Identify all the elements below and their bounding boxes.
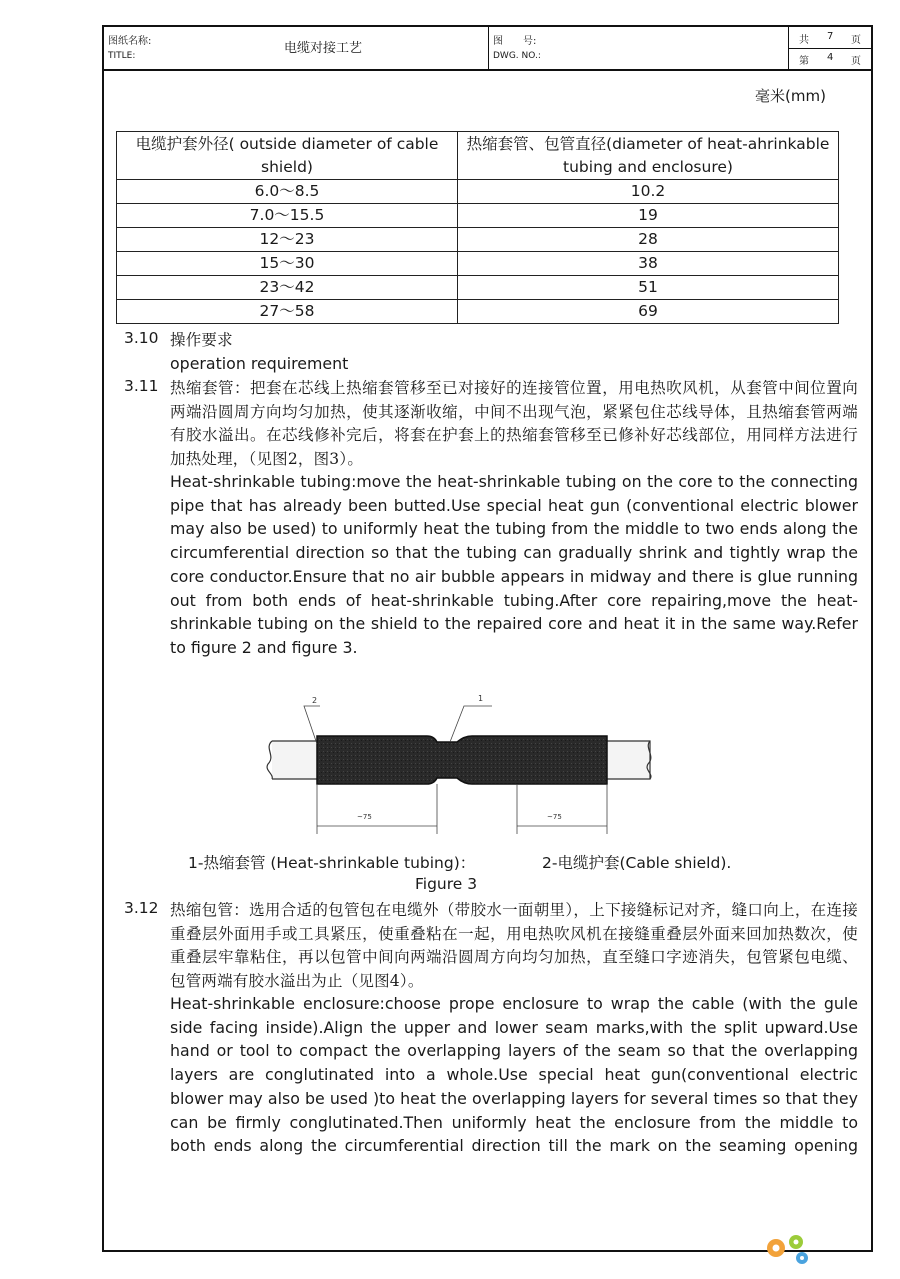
- table-cell: 27～58: [117, 300, 458, 324]
- drawing-number-cell: [489, 27, 789, 69]
- table-cell: 28: [458, 228, 839, 252]
- table-cell: 10.2: [458, 180, 839, 204]
- table-cell: 23～42: [117, 276, 458, 300]
- table-cell: 12～23: [117, 228, 458, 252]
- svg-text:2: 2: [312, 696, 318, 705]
- gear-icon: [767, 1235, 808, 1264]
- total-pages-row: [789, 27, 871, 49]
- title-label-cn: 图纸名称:: [108, 36, 152, 47]
- table-row: [117, 204, 839, 228]
- dwg-label-en: DWG. NO.:: [493, 51, 541, 61]
- section-number-3-11: 3.11: [124, 377, 159, 395]
- table-cell: 15～30: [117, 252, 458, 276]
- svg-text:~75: ~75: [357, 813, 372, 821]
- section-number-3-12: 3.12: [124, 899, 159, 917]
- page-number-suffix: 页: [851, 56, 861, 67]
- title-cell: [104, 27, 489, 69]
- total-pages-prefix: 共: [799, 35, 809, 46]
- svg-text:~75: ~75: [547, 813, 562, 821]
- dimension-left: [317, 784, 437, 834]
- document-title: 电缆对接工艺: [284, 41, 363, 56]
- table-row: [117, 252, 839, 276]
- title-label-en: TITLE:: [108, 51, 136, 61]
- table-cell: 69: [458, 300, 839, 324]
- table-header-row: [117, 132, 839, 180]
- table-header-cable-diameter: 电缆护套外径( outside diameter of cable shield): [117, 132, 458, 180]
- section-3-11-text-en: Heat-shrinkable tubing:move the heat-shrinkable tubing on the core to the connecting pipe that has already been butted.Use special heat gun (conventional electric blower may also be used) to uniformly heat the tubing from the middle to two ends along the circumferential direction so that the tubing can gradually shrink and tightly wrap the core conductor.Ensure that no air bubble appears in midway and there is glue running out from both ends of heat-shrinkable tubing.After core repairing,move the heat-shrinkable tubing on the shield to the repaired core and heat it in the same way.Refer to figure 2 and figure 3.: [170, 472, 858, 657]
- table-cell: 19: [458, 204, 839, 228]
- table-row: [117, 180, 839, 204]
- title-block: [104, 27, 871, 71]
- section-3-10-title-cn: 操作要求: [170, 331, 233, 349]
- cable-shield-left: [267, 741, 322, 779]
- gkong-watermark-logo: [762, 1222, 892, 1272]
- table-cell: 51: [458, 276, 839, 300]
- cable-shield-right: [602, 741, 651, 779]
- table-row: [117, 276, 839, 300]
- table-row: [117, 300, 839, 324]
- figure-legend-1: 1-热缩套管 (Heat-shrinkable tubing)：: [188, 854, 476, 872]
- section-3-12-text-en: Heat-shrinkable enclosure:choose prope enclosure to wrap the cable (with the gule side facing inside).Align the upper and lower seam marks,with the split upward.Use hand or tool to compact the overlapping layers of the seam so that the overlapping layers are conglutinated into a whole.Use special heat gun(conventional electric blower may also be used )to heat the overlapping layers for several times so that they can be firmly conglutinated.Then uniformly heat the enclosure from the middle to both ends along the circumferential direction till the mark on the seaming opening: [170, 994, 858, 1156]
- section-3-11-text-cn: 热缩套管：把套在芯线上热缩套管移至已对接好的连接管位置，用电热吹风机，从套管中间位置向两端沿圆周方向均匀加热，使其逐渐收缩，中间不出现气泡，紧紧包住芯线导体，且热缩套管两端有胶水溢出。在芯线修补完后，将套在护套上的热缩套管移至已修补好芯线部位，用同样方法进行加热处理，（见图2，图3）。: [170, 379, 858, 469]
- callout-1: [450, 694, 492, 742]
- figure-caption: Figure 3: [415, 875, 478, 893]
- heat-shrinkable-tubing: [317, 736, 607, 784]
- table-header-tubing-diameter: 热缩套管、包管直径(diameter of heat-ahrinkable tubing and enclosure): [458, 132, 839, 180]
- dimension-right: [517, 784, 607, 834]
- figure-3-drawing: [262, 686, 662, 836]
- page-count-cell: [789, 27, 871, 69]
- table-cell: 7.0～15.5: [117, 204, 458, 228]
- section-3-10-title-en: operation requirement: [170, 354, 349, 373]
- dwg-label-cn: 图 号:: [493, 36, 537, 47]
- page-number-prefix: 第: [799, 56, 809, 67]
- diameter-table: [116, 131, 839, 324]
- section-3-12-text-cn: 热缩包管：选用合适的包管包在电缆外（带胶水一面朝里），上下接缝标记对齐，缝口向上，在连接重叠层外面用手或工具紧压，使重叠粘在一起，用电热吹风机在接缝重叠层外面来回加热数次，使重叠层牢靠粘住，再以包管中间向两端沿圆周方向均匀加热，直至缝口字迹消失，包管紧包电缆、包管两端有胶水溢出为止（见图4）。: [170, 901, 858, 991]
- table-cell: 6.0～8.5: [117, 180, 458, 204]
- figure-legend-2: 2-电缆护套(Cable shield).: [542, 854, 732, 872]
- svg-text:1: 1: [478, 694, 484, 703]
- section-number-3-10: 3.10: [124, 329, 159, 347]
- page-number: 4: [827, 52, 834, 63]
- page-number-row: [789, 48, 871, 69]
- total-pages: 7: [827, 31, 834, 42]
- unit-label: 毫米(mm): [755, 87, 826, 105]
- total-pages-suffix: 页: [851, 35, 861, 46]
- table-row: [117, 228, 839, 252]
- table-cell: 38: [458, 252, 839, 276]
